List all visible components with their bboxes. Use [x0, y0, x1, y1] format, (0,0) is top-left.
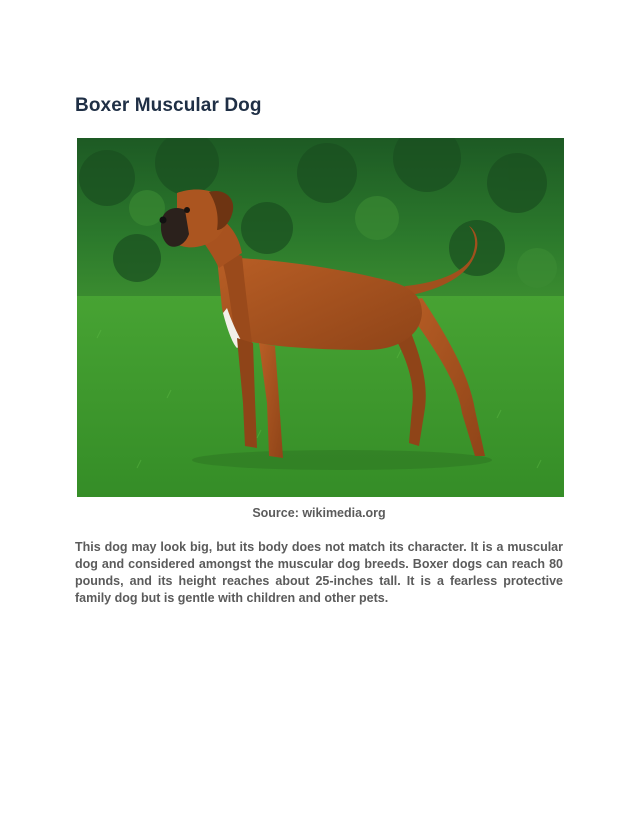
image-caption: Source: wikimedia.org: [252, 506, 386, 520]
body-paragraph: This dog may look big, but its body does not match its character. It is a muscular dog and considered amongst the muscular dog breeds. Boxer dogs can reach 80 pounds, and its height reaches about 25-inches tall. It is a fearless protective family dog but is gentle with children and other pets.: [75, 540, 563, 605]
boxer-dog-photo: [77, 138, 564, 497]
page-title: Boxer Muscular Dog: [75, 95, 262, 116]
